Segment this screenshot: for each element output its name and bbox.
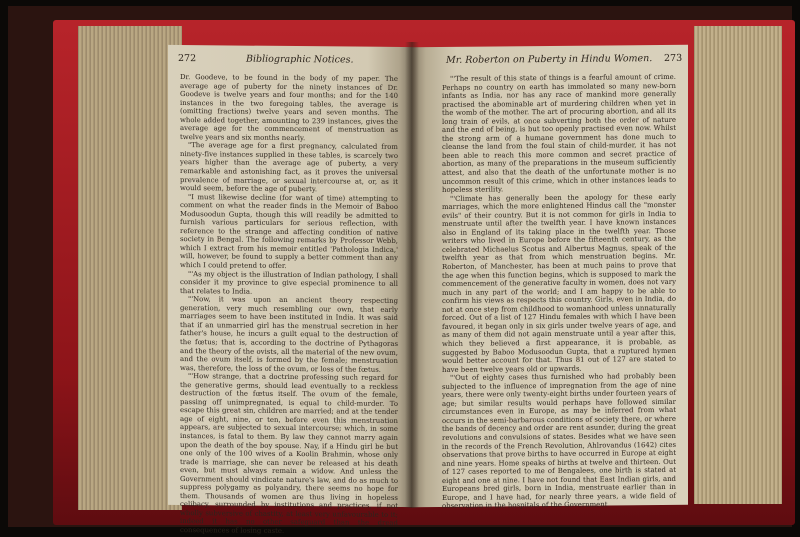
left-paragraph: "'How strange, that a doctrine professing such regard for the generative germs, should lead eventually to a reckless destruction of the fœtus itself. The ovum of the female, passing off unimpregnated, is equal to child-murder. To escape this great sin, children are married; and at the tender age of eight, nine, or ten, before even this menstruation appears, are subjected to sexual intercourse; which, in some instances, is fatal to them. By law they cannot marry again upon the death of the boy spouse. Nay, if a Hindu girl be but one only of the 100 wives of a Koolin Brahmin, whose only trade is marriage, she can never be released at his death even, but must always remain a widow. And unless the Government should vindicate nature's law, and do as much to suppress polygamy as polyandry, there seems no hope for them. Thousands of women are thus living in hopeless celibacy, surrounded by institutions and practices, if not wholly subversive of chastity, at least very unfavourable to it; indeed it has no other safeguard than the dread consequences of losing caste. — [180, 372, 398, 535]
right-running-title: Mr. Roberton on Puberty in Hindu Women. — [446, 53, 653, 66]
left-paragraph: Dr. Goodeve, to be found in the body of my paper. The average age of puberty for the ninety instances of Dr. Goodeve is twelve years and four months; and for the 140 instances in the two foregoing tables, the average is (omitting fractions) twelve years and seven months. The whole added together, amounting to 239 instances, gives the average age for the commencement of menstruation as twelve years and six months nearly. — [180, 73, 398, 142]
left-paragraph: "'As my object is the illustration of Indian pathology, I shall consider it my province to give especial prominence to all that relates to India. — [180, 269, 398, 296]
right-page — [412, 45, 688, 511]
right-page-number: 273 — [664, 52, 683, 65]
left-page-edges — [78, 26, 182, 510]
left-body-text — [180, 73, 398, 536]
left-paragraph: "'Now, it was upon an ancient theory respecting generation, very much resembling our own, that early marriages seem to have been instituted in India. It was said that if an unmarried girl has the menstrual secretion in her father's house, he incurs a guilt equal to the destruction of the fœtus; that is, according to the doctrine of Pythagoras and the theory of the ovists, all the material of the new ovum, and the ovum itself, is formed by the female; menstruation was, therefore, the loss of the ovum, or loss of the fœtus. — [180, 295, 398, 374]
right-body-text — [442, 73, 676, 511]
right-paragraph: "'Climate has generally been the apology for these early marriages, which the more enlightened Hindus call the "monster evils" of their country. But it is not common for girls in India to menstruate until after the twelfth year. I have known instances also in England of its taking place in the twelfth year. Those writers who lived in Europe before the fifteenth century, as the celebrated Michaelus Scotus and Albertus Magnus, speak of the twelfth year as that from which menstruation begins. Mr. Roberton, of Manchester, has been at much pains to prove that the age when this function begins, which is supposed to mark the commencement of the generative faculty in women, does not vary much in any part of the world; and I am happy to be able to confirm his views as respects this country. Girls, even in India, do not at once step from childhood to womanhood unless unnaturally forced. Out of a list of 127 Hindu females with which I have been favoured, it began only in six girls under twelve years of age, and as many of them did not again menstruate until a year after this, which they believed a first appearance, it is probable, as suggested by Baboo Modusoodun Gupta, that a ruptured hymen would better account for that. Thus 81 out of 127 are stated to have been twelve years old or upwards. — [442, 192, 676, 374]
right-paragraph: "'The result of this state of things is a fearful amount of crime. Perhaps no country on earth has immolated so many new-born infants as India, nor has any race of mankind more generally practised the abominable art of murdering children when yet in the womb of the mother. The art of procuring abortion, and all its long train of evils, at once subverting both the order of nature and the end of being, is but too openly practised even now. Whilst the strong arm of a humane government has done much to cleanse the land from the foul stain of child-murder, it has not been able to reach this more common and secret practice of abortion, as many of the preparations in the museum sufficiently attest, and also that the death of the unfortunate mother is no uncommon result of this crime, which in other instances leads to hopeless sterility. — [442, 72, 676, 195]
left-page — [168, 45, 412, 535]
right-page-edges — [694, 26, 782, 504]
left-paragraph: "The average age for a first pregnancy, calculated from ninety-five instances supplied in these tables, is scarcely two years higher than the average age of puberty, a very remarkable and astonishing fact, as it proves the universal prevalence of marriage, or sexual intercourse at, or, as it would seem, before the age of puberty. — [180, 141, 398, 194]
left-paragraph: "I must likewise decline (for want of time) attempting to comment on what the reader finds in the Memoir of Baboo Modusoodun Gupta, though this will readily be admitted to furnish various particulars for serious reflection, with reference to the strange and affecting condition of native society in Bengal. The following remarks by Professor Webb, which I extract from his memoir entitled 'Pathologia Indica,' will, however, be found to supply a better comment than any which I could pretend to offer. — [180, 192, 398, 271]
book-gutter-shadow — [405, 42, 419, 508]
right-paragraph: "'Out of eighty cases thus furnished who had probably been subjected to the influence of impregnation from the age of nine years, there were only twenty-eight births under fourteen years of age; but similar results would perhaps have followed similar circumstances even in Europe, as may be inferred from what occurs in the semi-barbarous conditions of society there, or where the bands of decency and order are rent asunder, during the great revolutions and convulsions of states. Besides what we have seen in the records of the French Revolution, Ahlrovandus (1642) cites observations that prove births to have occurred in Europe at eight and nine years. Home speaks of births at twelve and thirteen. Out of 127 cases reported to me of Bengalees, one birth is stated at eight and one at nine. I have not found that East Indian girls, and Europeans bred girls, born in India, menstruate earlier than in Europe, and I have had, for nearly three years, a wide field of observation in the hospitals of the Government — [442, 372, 677, 511]
left-page-number: 272 — [178, 53, 197, 65]
left-running-title: Bibliographic Notices. — [246, 53, 354, 66]
